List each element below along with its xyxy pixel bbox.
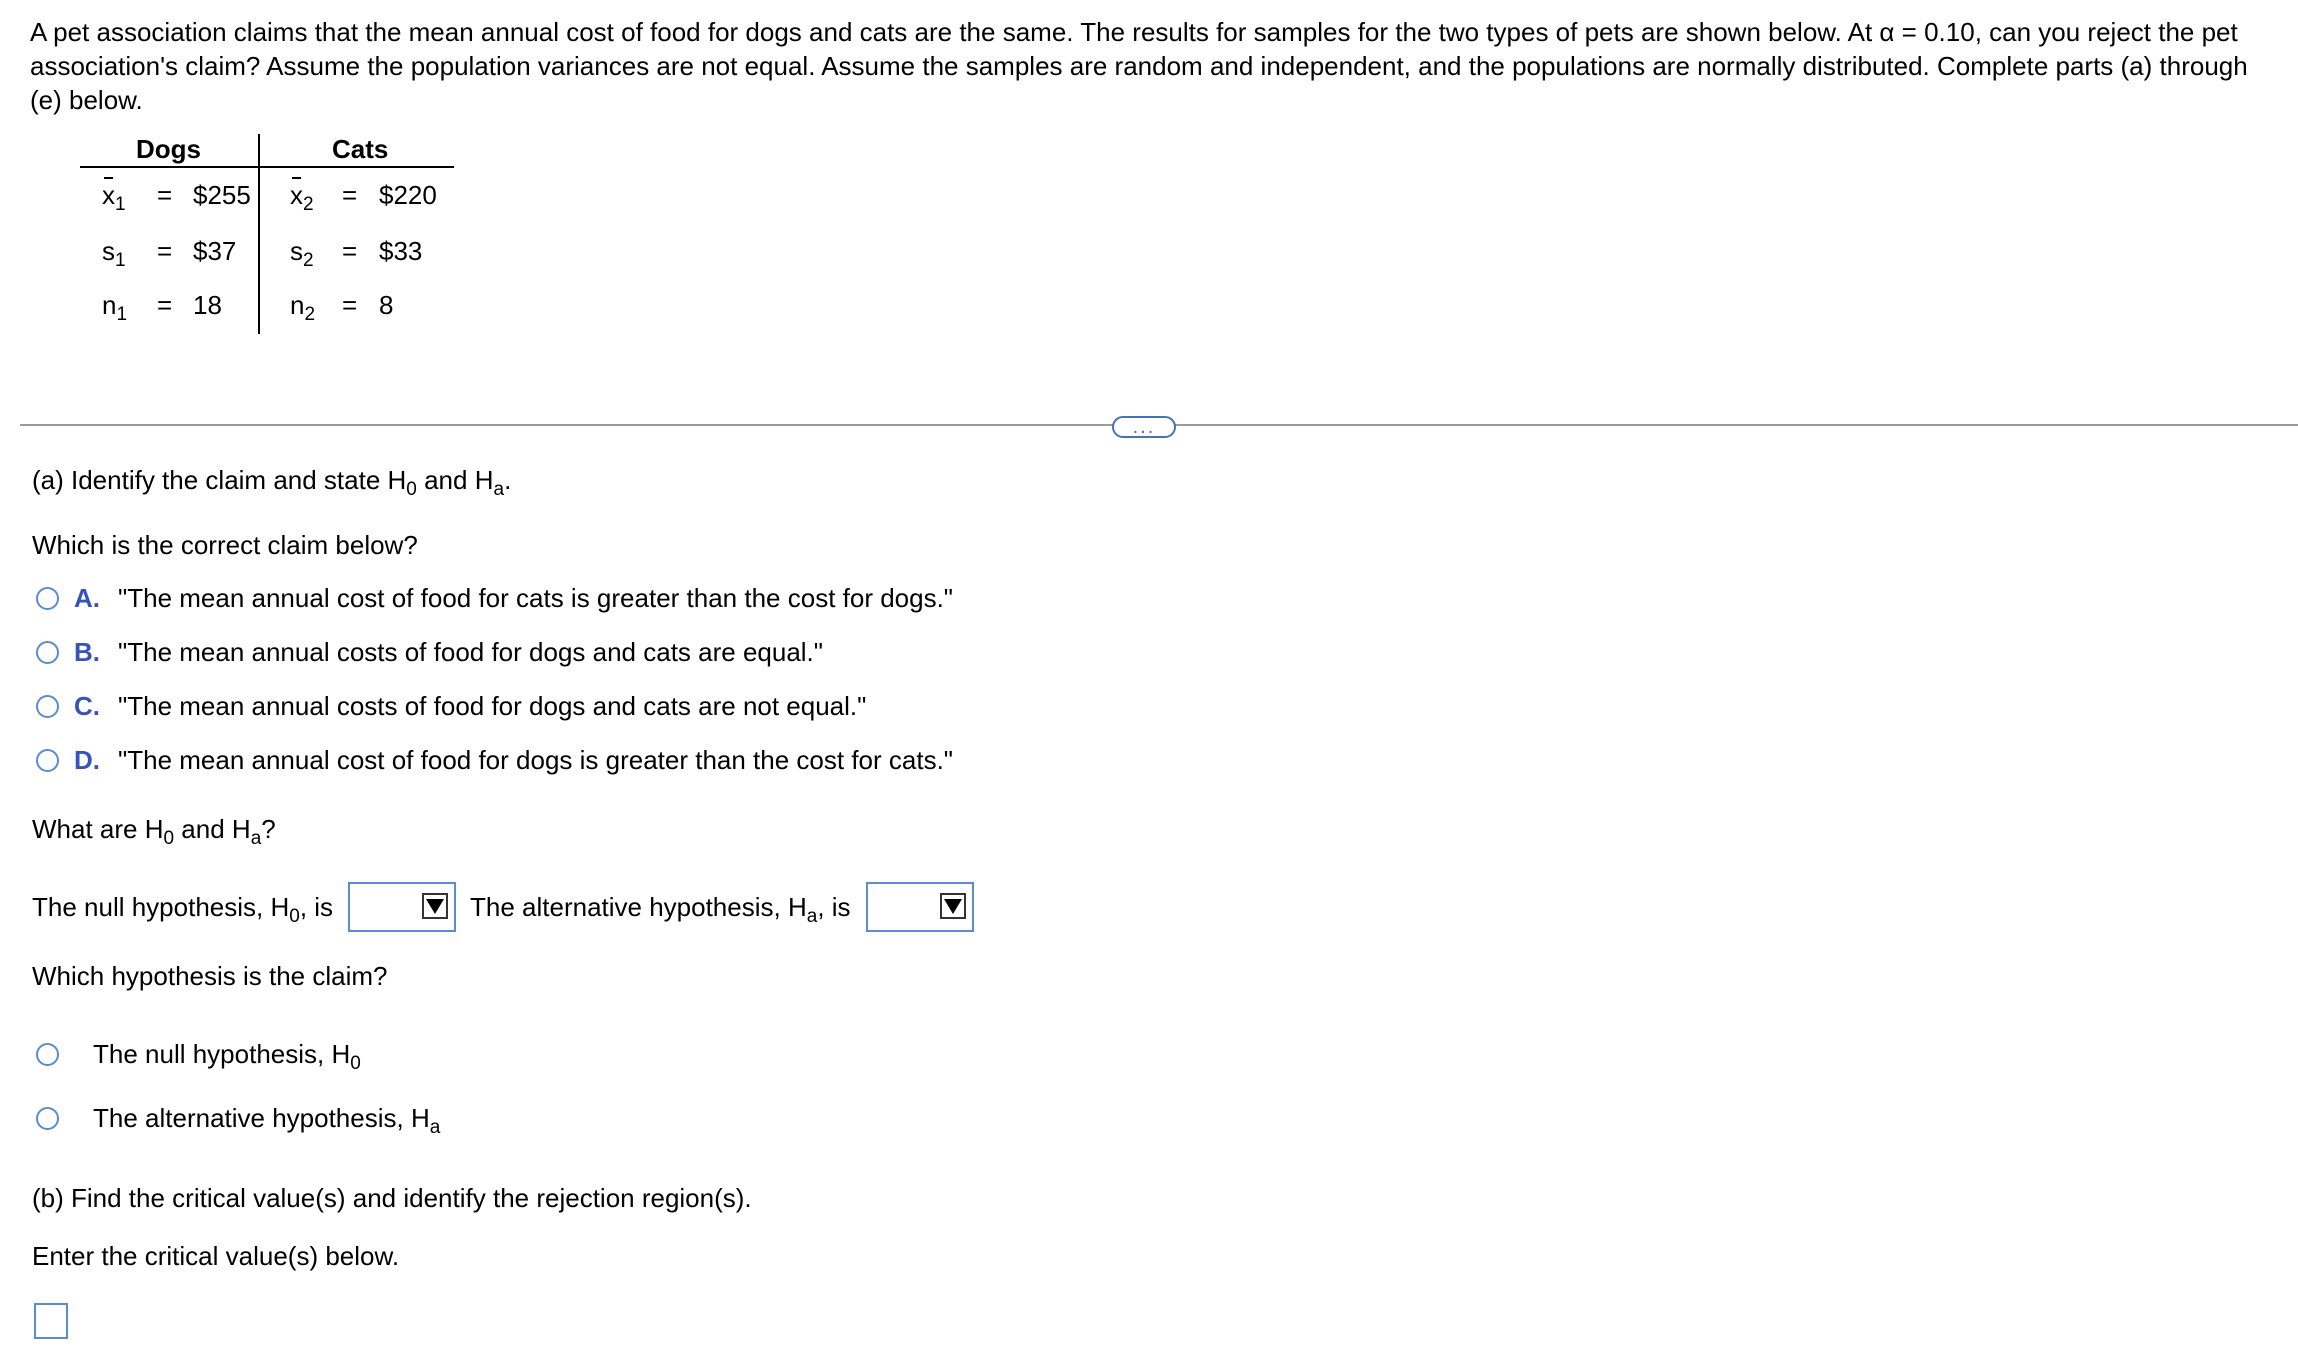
table-column-divider [258,134,260,334]
eq-sign: = [342,236,358,266]
claim-option-d[interactable] [36,743,953,777]
cat-n-value: 8 [379,290,394,320]
dog-mean-value: $255 [193,180,251,210]
radio-button[interactable] [36,641,59,664]
dog-n-value: 18 [193,290,222,320]
option-letter: D. [74,744,100,775]
cat-sd-value: $33 [379,236,423,266]
eq-sign: = [157,236,173,266]
cat-n-symbol: $n_2$ [290,290,316,325]
cats-header: Cats [332,134,389,164]
claim-question: Which is the correct claim below? [32,530,418,560]
dog-mean-symbol: $x_1$ [102,180,126,215]
radio-button[interactable] [36,695,59,718]
critical-value-prompt: Enter the critical value(s) below. [32,1241,400,1271]
claim-null-option[interactable] [36,1037,361,1074]
eq-sign: = [157,180,173,210]
option-text: "The mean annual costs of food for dogs and cats are equal." [118,636,824,667]
option-letter: A. [74,582,100,613]
alt-hypothesis-dropdown[interactable] [866,882,974,932]
eq-sign: = [342,180,358,210]
table-header-rule [80,166,454,168]
dropdown-arrow-icon [422,893,448,919]
claim-alt-option[interactable] [36,1101,441,1138]
radio-button[interactable] [36,1043,59,1066]
question-text: A pet association claims that the mean annual cost of food for dogs and cats are the same. The results for samples for the two types of pets are shown below. At α = 0.10, can you reject the pet association's claim? Assume the population variances are not equal. Assume the samples are random and independent, and the populations are normally distributed. Complete parts (a) through (e) below. [30,17,2248,115]
part-b-heading: (b) Find the critical value(s) and identify the rejection region(s). [32,1183,752,1213]
hypotheses-question: What are $H_0$ and $H_a$? [32,814,276,849]
option-text: "The mean annual cost of food for cats is greater than the cost for dogs." [118,582,954,613]
eq-sign: = [157,290,173,320]
option-letter: B. [74,636,100,667]
dogs-header: Dogs [136,134,201,164]
option-text: The null hypothesis, $H_0$ [93,1038,361,1074]
cat-sd-symbol: $s_2$ [290,236,314,271]
cat-mean-value: $220 [379,180,437,210]
which-claim-question: Which hypothesis is the claim? [32,961,388,991]
critical-value-input[interactable] [34,1303,68,1339]
claim-option-c[interactable] [36,689,866,723]
part-a-heading: (a) Identify the claim and state $H_0$ and $H_a$. [32,465,512,500]
radio-button[interactable] [36,1107,59,1130]
option-letter: C. [74,690,100,721]
dog-n-symbol: $n_1$ [102,290,128,325]
dog-sd-symbol: $s_1$ [102,236,126,271]
dropdown-arrow-icon [940,893,966,919]
radio-button[interactable] [36,587,59,610]
dog-sd-value: $37 [193,236,237,266]
option-text: "The mean annual cost of food for dogs is greater than the cost for cats." [118,744,954,775]
null-hypothesis-label: The null hypothesis, $H_0$, is [32,892,334,927]
eq-sign: = [342,290,358,320]
alt-hypothesis-label: The alternative hypothesis, $H_a$, is [470,892,851,927]
option-text: "The mean annual costs of food for dogs and cats are not equal." [118,690,867,721]
null-hypothesis-dropdown[interactable] [348,882,456,932]
more-button[interactable]: ... [1112,416,1176,438]
cat-mean-symbol: $x_2$ [290,180,314,215]
claim-option-a[interactable] [36,581,953,615]
option-text: The alternative hypothesis, $H_a$ [93,1102,441,1138]
radio-button[interactable] [36,749,59,772]
claim-option-b[interactable] [36,635,823,669]
